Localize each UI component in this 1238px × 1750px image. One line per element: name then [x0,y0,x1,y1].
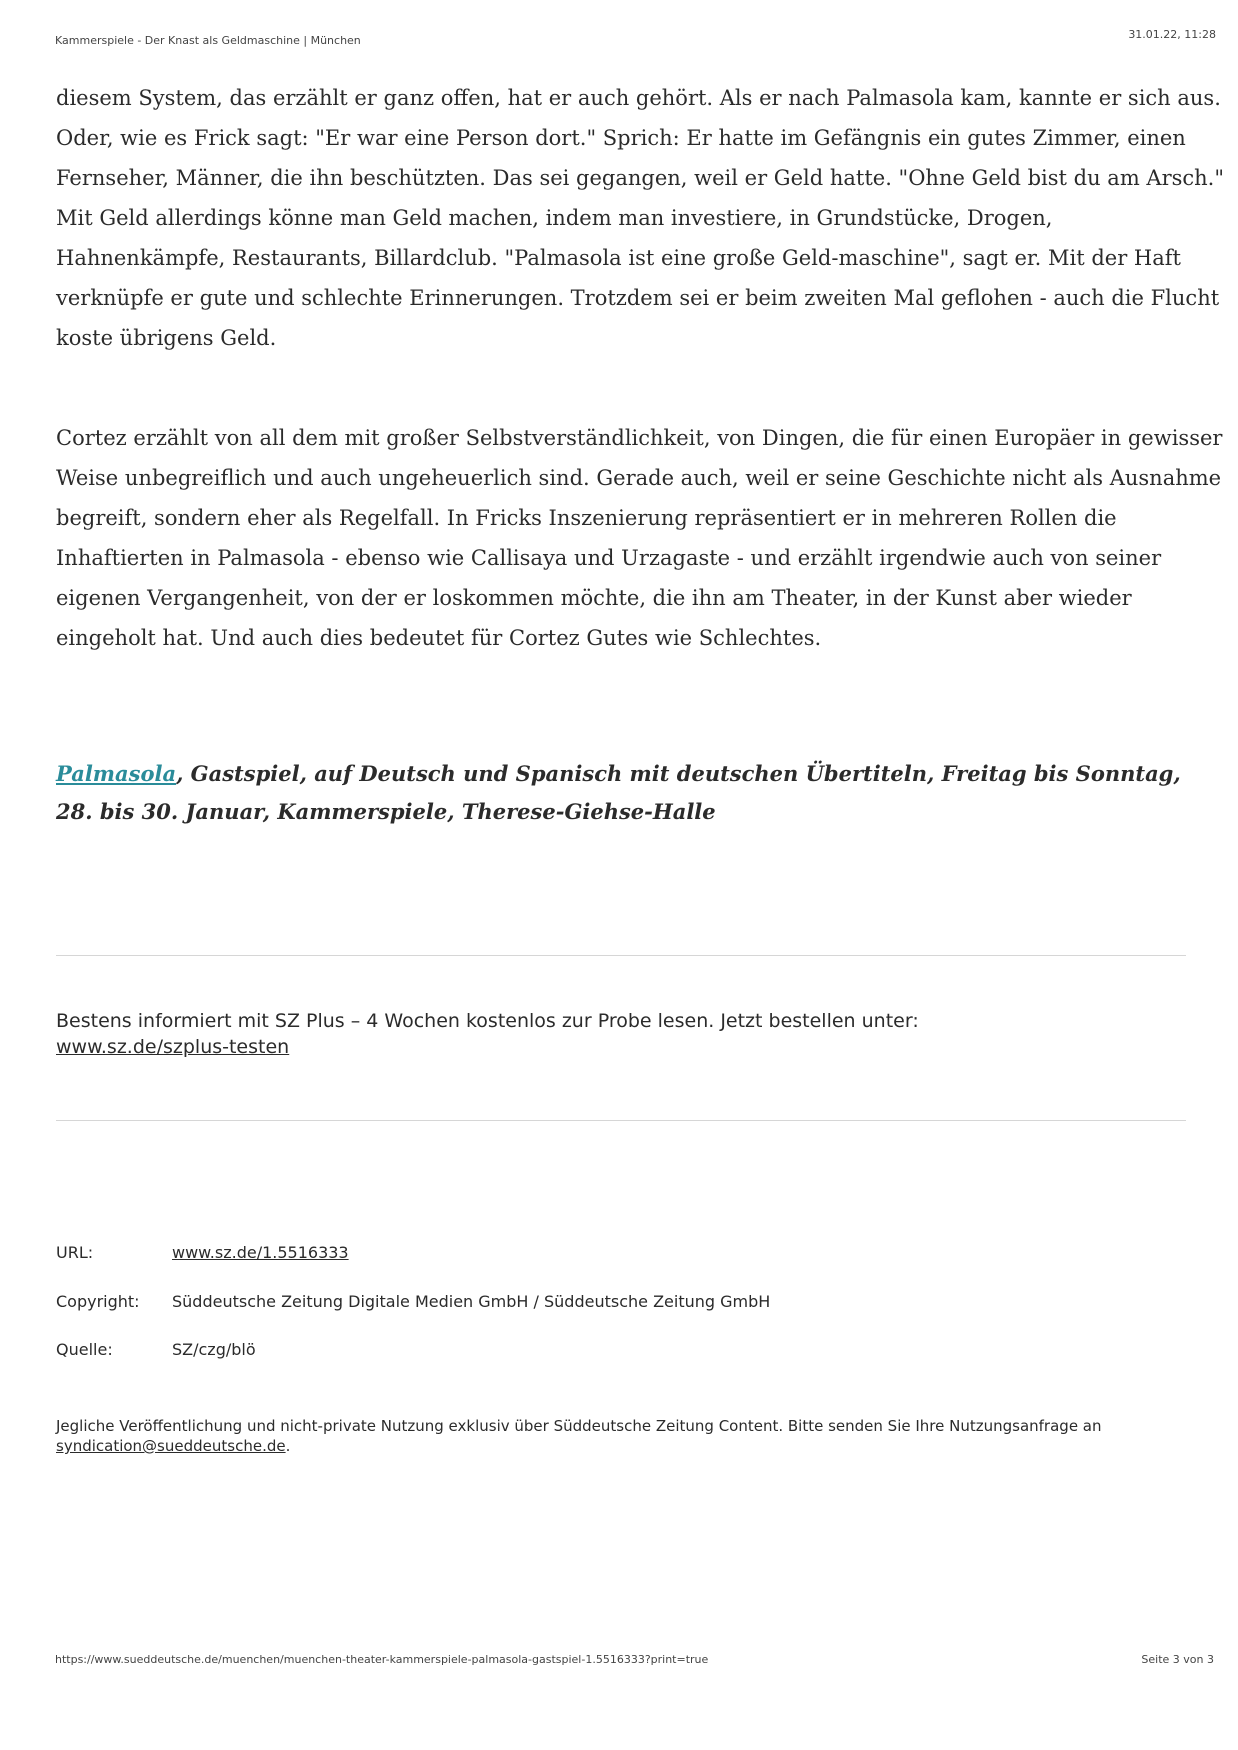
legal-email-link[interactable]: syndication@sueddeutsche.de [56,1437,286,1455]
event-link[interactable]: Palmasola [56,761,177,786]
article-paragraph: diesem System, das erzählt er ganz offen, hat er auch gehört. Als er nach Palmasola kam, kannte er sich aus. Oder, wie es Frick sagt: "Er war eine Person dort." Sprich: Er hatte im Gefängnis ein gutes Zimmer, einen Fernseher, Männer, die ihn beschützten. Das sei gegangen, weil er Geld hatte. "Ohne Geld bist du am Arsch." Mit Geld allerdings könne man Geld machen, indem man investiere, in Grundstücke, Drogen, Hahnenkämpfe, Restaurants, Billardclub. "Palmasola ist eine große Geld-maschine", sagt er. Mit der Haft verknüpfe er gute und schlechte Erinnerungen. Trotzdem sei er beim zweiten Mal geflohen - auch die Flucht koste übrigens Geld. [56,86,1225,350]
meta-url-label: URL: [56,1243,94,1262]
page-header-title: Kammerspiele - Der Knast als Geldmaschine | München [55,34,361,47]
meta-source-label: Quelle: [56,1340,113,1359]
meta-copyright-value: Süddeutsche Zeitung Digitale Medien GmbH / Süddeutsche Zeitung GmbH [172,1292,771,1311]
event-info [56,755,1206,831]
divider [56,1120,1186,1121]
page-header-datetime: 31.01.22, 11:28 [1128,28,1216,41]
meta-url-link[interactable]: www.sz.de/1.5516333 [172,1243,349,1262]
legal-text: Jegliche Veröffentlichung und nicht-private Nutzung exklusiv über Süddeutsche Zeitung Content. Bitte senden Sie Ihre Nutzungsanfrage an [56,1417,1102,1435]
page-footer-page-number: Seite 3 von 3 [1141,1653,1214,1666]
legal-trailing: . [285,1437,291,1455]
article-paragraph: Cortez erzählt von all dem mit großer Selbstverständlichkeit, von Dingen, die für einen Europäer in gewisser Weise unbegreiflich und auch ungeheuerlich sind. Gerade auch, weil er seine Geschichte nicht als Ausnahme begreift, sondern eher als Regelfall. In Fricks Inszenierung repräsentiert er in mehreren Rollen die Inhaftierten in Palmasola - ebenso wie Callisaya und Urzagaste - und erzählt irgendwie auch von seiner eigenen Vergangenheit, von der er loskommen möchte, die ihn am Theater, in der Kunst aber wieder eingeholt hat. Und auch dies bedeutet für Cortez Gutes wie Schlechtes. [56,426,1223,650]
page-footer-url: https://www.sueddeutsche.de/muenchen/muenchen-theater-kammerspiele-palmasola-gastspiel-1.5516333?print=true [55,1653,709,1666]
event-details: , Gastspiel, auf Deutsch und Spanisch mit deutschen Übertiteln, Freitag bis Sonntag, 28. bis 30. Januar, Kammerspiele, Therese-Giehse-Halle [56,761,1181,824]
legal-notice [56,1416,1206,1456]
meta-copyright-label: Copyright: [56,1292,140,1311]
promo-box [56,1008,1206,1060]
promo-text: Bestens informiert mit SZ Plus – 4 Wochen kostenlos zur Probe lesen. Jetzt bestellen unter: [56,1010,919,1032]
promo-link[interactable]: www.sz.de/szplus-testen [56,1036,290,1058]
divider [56,955,1186,956]
meta-source-value: SZ/czg/blö [172,1340,256,1359]
